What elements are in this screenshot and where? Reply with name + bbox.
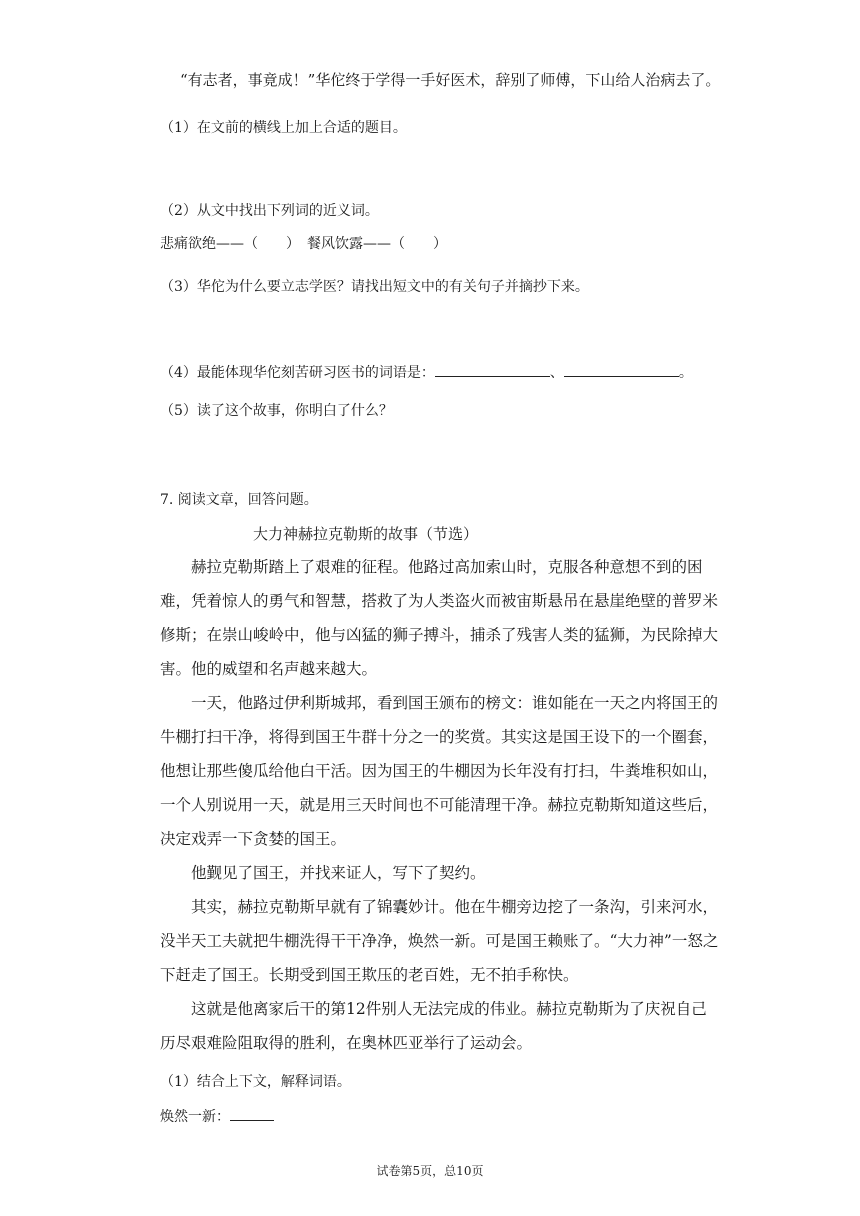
story-paragraph: 一天，他路过伊利斯城邦，看到国王颁布的榜文：谁如能在一天之内将国王的牛棚打扫干净，将得到国王牛群十分之一的奖赏。其实这是国王设下的一个圈套，他想让那些傻瓜给他白干活。因为国王的牛棚因为长年没有打扫，牛粪堆积如山，一个人别说用一天，就是用三天时间也不可能清理干净。赫拉克勒斯知道这些后，决定戏弄一下贪婪的国王。 bbox=[160, 694, 719, 848]
section-7-question-1: （1）结合上下文，解释词语。 bbox=[160, 1074, 351, 1090]
question-1-item-3: （3）华佗为什么要立志学医？请找出短文中的有关句子并摘抄下来。 bbox=[160, 279, 589, 295]
passage-closing-line: “有志者，事竟成！”华佗终于学得一手好医术，辞别了师傅，下山给人治病去了。 bbox=[180, 71, 721, 89]
blank-separator: 、 bbox=[549, 365, 564, 381]
story-paragraph: 赫拉克勒斯踏上了艰难的征程。他路过高加索山时，克服各种意想不到的困难，凭着惊人的勇气和智慧，搭救了为人类盗火而被宙斯悬吊在悬崖绝壁的普罗米修斯；在崇山峻岭中，他与凶猛的狮子搏斗，捕杀了残害人类的猛狮，为民除掉大害。他的威望和名声越来越大。 bbox=[160, 558, 719, 678]
story-body bbox=[160, 550, 720, 1060]
blank-end: 。 bbox=[678, 365, 693, 381]
question-1-item-5: （5）读了这个故事，你明白了什么？ bbox=[160, 403, 393, 419]
question-1-item-4 bbox=[160, 362, 693, 383]
word-label: 焕然一新： bbox=[160, 1109, 230, 1125]
story-paragraph: 他觐见了国王，并找来证人，写下了契约。 bbox=[191, 864, 486, 882]
word-explain-line bbox=[160, 1106, 274, 1127]
section-7-heading: 7. 阅读文章，回答问题。 bbox=[160, 492, 318, 508]
word-answer-blank[interactable] bbox=[230, 1106, 274, 1121]
question-1-item-1: （1）在文前的横线上加上合适的题目。 bbox=[160, 120, 407, 136]
answer-blank-2[interactable] bbox=[564, 362, 679, 377]
story-paragraph: 其实，赫拉克勒斯早就有了锦囊妙计。他在牛棚旁边挖了一条沟，引来河水，没半天工夫就把牛棚洗得干干净净，焕然一新。可是国王赖账了。“大力神”一怒之下赶走了国王。长期受到国王欺压的老百姓，无不拍手称快。 bbox=[160, 898, 719, 984]
story-paragraph: 这就是他离家后干的第12件别人无法完成的伟业。赫拉克勒斯为了庆祝自己历尽艰难险阻取得的胜利，在奥林匹亚举行了运动会。 bbox=[160, 1000, 707, 1052]
page-footer: 试卷第5页，总10页 bbox=[376, 1164, 484, 1178]
question-1-item-2: （2）从文中找出下列词的近义词。 bbox=[160, 203, 379, 219]
synonym-line: 悲痛欲绝——（ ） 餐风饮露——（ ） bbox=[160, 236, 447, 252]
answer-blank-1[interactable] bbox=[435, 362, 550, 377]
story-title: 大力神赫拉克勒斯的故事（节选） bbox=[253, 525, 479, 543]
question-1-item-4-text: （4）最能体现华佗刻苦研习医书的词语是： bbox=[160, 365, 435, 381]
